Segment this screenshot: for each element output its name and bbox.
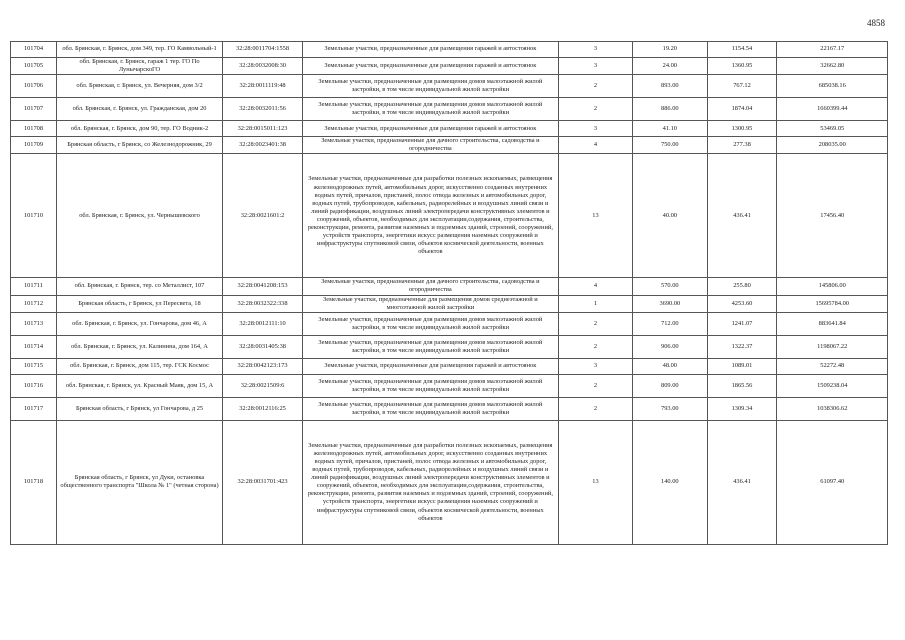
row-unit-value: 1300.95 [707, 121, 777, 137]
row-category: 3 [558, 121, 632, 137]
row-land-use: Земельные участки, предназначенные для разработки полезных ископаемых, размещения железнодорожных путей, автомобильных дорог, искусственно созданных внутренних водных путей, причалов, пристаней, полос отвода железных и автомобильных дорог, водных путей, трубопроводов, кабельных, радиорелейных и воздушных линий связи и линий радиофикации, воздушных линий электропередачи конструктивных элементов и сооружений, объектов, необходимых для эксплуатации,содержания, строительства, реконструкции, ремонта, развития наземных и подземных зданий, строений, сооружений, устройств транспорта, энергетики искусс размещения наземных сооружений и инфраструктуры спутниковой связи, объектов космической деятельности, военных объектов [302, 420, 558, 544]
row-unit-value: 436.41 [707, 420, 777, 544]
row-address: обл. Брянская, г. Брянск, ул. Вечерняя, дом 3/2 [56, 75, 222, 98]
row-unit-value: 1874.04 [707, 98, 777, 121]
table-row [11, 278, 888, 295]
row-cadastral-value: 883641.84 [777, 312, 888, 335]
row-cadastral-number: 32:28:0021509:6 [223, 374, 303, 397]
row-cadastral-value: 52272.48 [777, 358, 888, 374]
row-category: 2 [558, 98, 632, 121]
row-cadastral-number: 32:28:0042123:173 [223, 358, 303, 374]
row-category: 2 [558, 335, 632, 358]
row-id: 101707 [11, 98, 57, 121]
row-id: 101712 [11, 295, 57, 312]
row-area: 712.00 [633, 312, 707, 335]
row-area: 40.00 [633, 154, 707, 278]
row-id: 101714 [11, 335, 57, 358]
row-land-use: Земельные участки, предназначенные для размещения домов малоэтажной жилой застройки, в том числе индивидуальной жилой застройки [302, 397, 558, 420]
row-area: 886.00 [633, 98, 707, 121]
row-address: обл. Брянская, г. Брянск, гараж 1 тер. ГО По ЛунычарскоГО [56, 58, 222, 75]
row-unit-value: 1154.54 [707, 42, 777, 58]
row-cadastral-value: 53469.05 [777, 121, 888, 137]
row-unit-value: 277.38 [707, 137, 777, 154]
row-category: 1 [558, 295, 632, 312]
table-row [11, 335, 888, 358]
table-row [11, 374, 888, 397]
table-row [11, 397, 888, 420]
row-category: 3 [558, 58, 632, 75]
row-unit-value: 1309.34 [707, 397, 777, 420]
row-area: 48.00 [633, 358, 707, 374]
row-land-use: Земельные участки, предназначенные для размещения домов среднеэтажной и многоэтажной жилой застройки [302, 295, 558, 312]
row-category: 13 [558, 420, 632, 544]
row-category: 2 [558, 75, 632, 98]
row-land-use: Земельные участки, предназначенные для размещения домов малоэтажной жилой застройки, в том числе индивидуальной жилой застройки [302, 98, 558, 121]
row-cadastral-value: 32662.80 [777, 58, 888, 75]
row-category: 4 [558, 137, 632, 154]
row-cadastral-value: 145806.00 [777, 278, 888, 295]
row-area: 41.10 [633, 121, 707, 137]
row-address: обл. Брянская, г. Брянск, ул. Красный Маяк, дом 15, А [56, 374, 222, 397]
row-cadastral-number: 32:28:0015011:123 [223, 121, 303, 137]
row-category: 13 [558, 154, 632, 278]
row-id: 101717 [11, 397, 57, 420]
row-address: обл. Брянская, г. Брянск, дом 90, тер. ГО Водник-2 [56, 121, 222, 137]
row-category: 2 [558, 312, 632, 335]
table-row [11, 312, 888, 335]
row-unit-value: 1241.07 [707, 312, 777, 335]
table-row [11, 358, 888, 374]
row-unit-value: 436.41 [707, 154, 777, 278]
row-area: 24.00 [633, 58, 707, 75]
row-land-use: Земельные участки, предназначенные для размещения домов малоэтажной жилой застройки, в том числе индивидуальной жилой застройки [302, 75, 558, 98]
row-cadastral-value: 15695784.00 [777, 295, 888, 312]
row-land-use: Земельные участки, предназначенные для размещения гаражей и автостоянок [302, 58, 558, 75]
row-address: обл. Брянская, г. Брянск, тер. со Металлист, 107 [56, 278, 222, 295]
row-id: 101709 [11, 137, 57, 154]
row-cadastral-value: 1660399.44 [777, 98, 888, 121]
row-address: обл. Брянская, г. Брянск, дом 115, тер. ГСК Космос [56, 358, 222, 374]
row-area: 906.00 [633, 335, 707, 358]
row-land-use: Земельные участки, предназначенные для размещения домов малоэтажной жилой застройки, в том числе индивидуальной жилой застройки [302, 374, 558, 397]
table-row [11, 420, 888, 544]
row-cadastral-value: 1038306.62 [777, 397, 888, 420]
row-id: 101705 [11, 58, 57, 75]
row-cadastral-number: 32:28:0031405:38 [223, 335, 303, 358]
row-unit-value: 4253.60 [707, 295, 777, 312]
row-cadastral-number: 32:28:0021601:2 [223, 154, 303, 278]
row-unit-value: 767.12 [707, 75, 777, 98]
row-category: 2 [558, 397, 632, 420]
row-id: 101716 [11, 374, 57, 397]
row-id: 101708 [11, 121, 57, 137]
row-unit-value: 1360.95 [707, 58, 777, 75]
row-category: 4 [558, 278, 632, 295]
row-id: 101711 [11, 278, 57, 295]
row-cadastral-value: 61097.40 [777, 420, 888, 544]
row-area: 893.00 [633, 75, 707, 98]
row-land-use: Земельные участки, предназначенные для размещения гаражей и автостоянок [302, 358, 558, 374]
row-address: Брянская область, г Брянск, ул Пересвета, 18 [56, 295, 222, 312]
row-cadastral-number: 32:28:0012111:10 [223, 312, 303, 335]
table-row [11, 42, 888, 58]
row-address: обл. Брянская, г. Брянск, ул. Калинина, дом 164, А [56, 335, 222, 358]
table-body [11, 42, 888, 545]
row-cadastral-number: 32:28:0032008:30 [223, 58, 303, 75]
row-cadastral-value: 22167.17 [777, 42, 888, 58]
row-cadastral-value: 208035.00 [777, 137, 888, 154]
row-land-use: Земельные участки, предназначенные для размещения домов малоэтажной жилой застройки, в том числе индивидуальной жилой застройки [302, 335, 558, 358]
row-category: 3 [558, 42, 632, 58]
row-land-use: Земельные участки, предназначенные для дачного строительства, садоводства и огородничества [302, 137, 558, 154]
row-id: 101715 [11, 358, 57, 374]
row-land-use: Земельные участки, предназначенные для размещения домов малоэтажной жилой застройки, в том числе индивидуальной жилой застройки [302, 312, 558, 335]
row-area: 140.00 [633, 420, 707, 544]
table-row [11, 98, 888, 121]
row-unit-value: 1865.56 [707, 374, 777, 397]
row-area: 570.00 [633, 278, 707, 295]
row-unit-value: 1089.01 [707, 358, 777, 374]
table-row [11, 137, 888, 154]
table-row [11, 295, 888, 312]
row-unit-value: 255.80 [707, 278, 777, 295]
row-id: 101706 [11, 75, 57, 98]
row-area: 3690.00 [633, 295, 707, 312]
cadastral-value-table [10, 41, 888, 545]
row-cadastral-value: 17456.40 [777, 154, 888, 278]
row-address: Брянская область, г Брянск, ул Дуки, остановка общественного транспорта "Школа № 1" (четная сторона) [56, 420, 222, 544]
row-address: обл. Брянская, г. Брянск, ул. Гончарова, дом 46, А [56, 312, 222, 335]
row-area: 793.00 [633, 397, 707, 420]
row-land-use: Земельные участки, предназначенные для разработки полезных ископаемых, размещения железнодорожных путей, автомобильных дорог, искусственно созданных внутренних водных путей, причалов, пристаней, полос отвода железных и автомобильных дорог, водных путей, трубопроводов, кабельных, радиорелейных и воздушных линий связи и линий радиофикации, воздушных линий электропередачи конструктивных элементов и сооружений, объектов, необходимых для эксплуатации,содержания, строительства, реконструкции, ремонта, развития наземных и подземных зданий, строений, сооружений, устройств транспорта, энергетики искусс размещения наземных сооружений и инфраструктуры спутниковой связи, объектов космической деятельности, военных объектов [302, 154, 558, 278]
table-row [11, 154, 888, 278]
row-cadastral-number: 32:28:0012116:25 [223, 397, 303, 420]
row-unit-value: 1322.37 [707, 335, 777, 358]
table-row [11, 58, 888, 75]
row-category: 2 [558, 374, 632, 397]
row-cadastral-value: 1198067.22 [777, 335, 888, 358]
table-row [11, 75, 888, 98]
row-id: 101710 [11, 154, 57, 278]
row-address: обл. Брянская, г. Брянск, ул. Гражданская, дом 20 [56, 98, 222, 121]
row-address: Брянская область, г Брянск, со Железнодорожник, 29 [56, 137, 222, 154]
table-row [11, 121, 888, 137]
row-category: 3 [558, 358, 632, 374]
row-address: обл. Брянская, г. Брянск, ул. Чернышевского [56, 154, 222, 278]
row-land-use: Земельные участки, предназначенные для размещения гаражей и автостоянок [302, 42, 558, 58]
row-area: 750.00 [633, 137, 707, 154]
row-cadastral-number: 32:28:0011704:1558 [223, 42, 303, 58]
row-cadastral-number: 32:28:0041208:153 [223, 278, 303, 295]
page-number: 4858 [867, 18, 885, 28]
row-id: 101713 [11, 312, 57, 335]
row-cadastral-number: 32:28:0031701:423 [223, 420, 303, 544]
row-cadastral-value: 685038.16 [777, 75, 888, 98]
row-address: обл. Брянская, г. Брянск, дом 349, тер. ГО Камвольный-1 [56, 42, 222, 58]
row-area: 19.20 [633, 42, 707, 58]
row-address: Брянская область, г Брянск, ул Гончарова, д 25 [56, 397, 222, 420]
row-cadastral-value: 1509238.04 [777, 374, 888, 397]
row-land-use: Земельные участки, предназначенные для дачного строительства, садоводства и огородничества [302, 278, 558, 295]
row-id: 101704 [11, 42, 57, 58]
row-cadastral-number: 32:28:0023401:38 [223, 137, 303, 154]
row-cadastral-number: 32:28:0032011:56 [223, 98, 303, 121]
row-cadastral-number: 32:28:0011119:48 [223, 75, 303, 98]
row-area: 809.00 [633, 374, 707, 397]
row-cadastral-number: 32:28:0032322:338 [223, 295, 303, 312]
row-id: 101718 [11, 420, 57, 544]
row-land-use: Земельные участки, предназначенные для размещения гаражей и автостоянок [302, 121, 558, 137]
